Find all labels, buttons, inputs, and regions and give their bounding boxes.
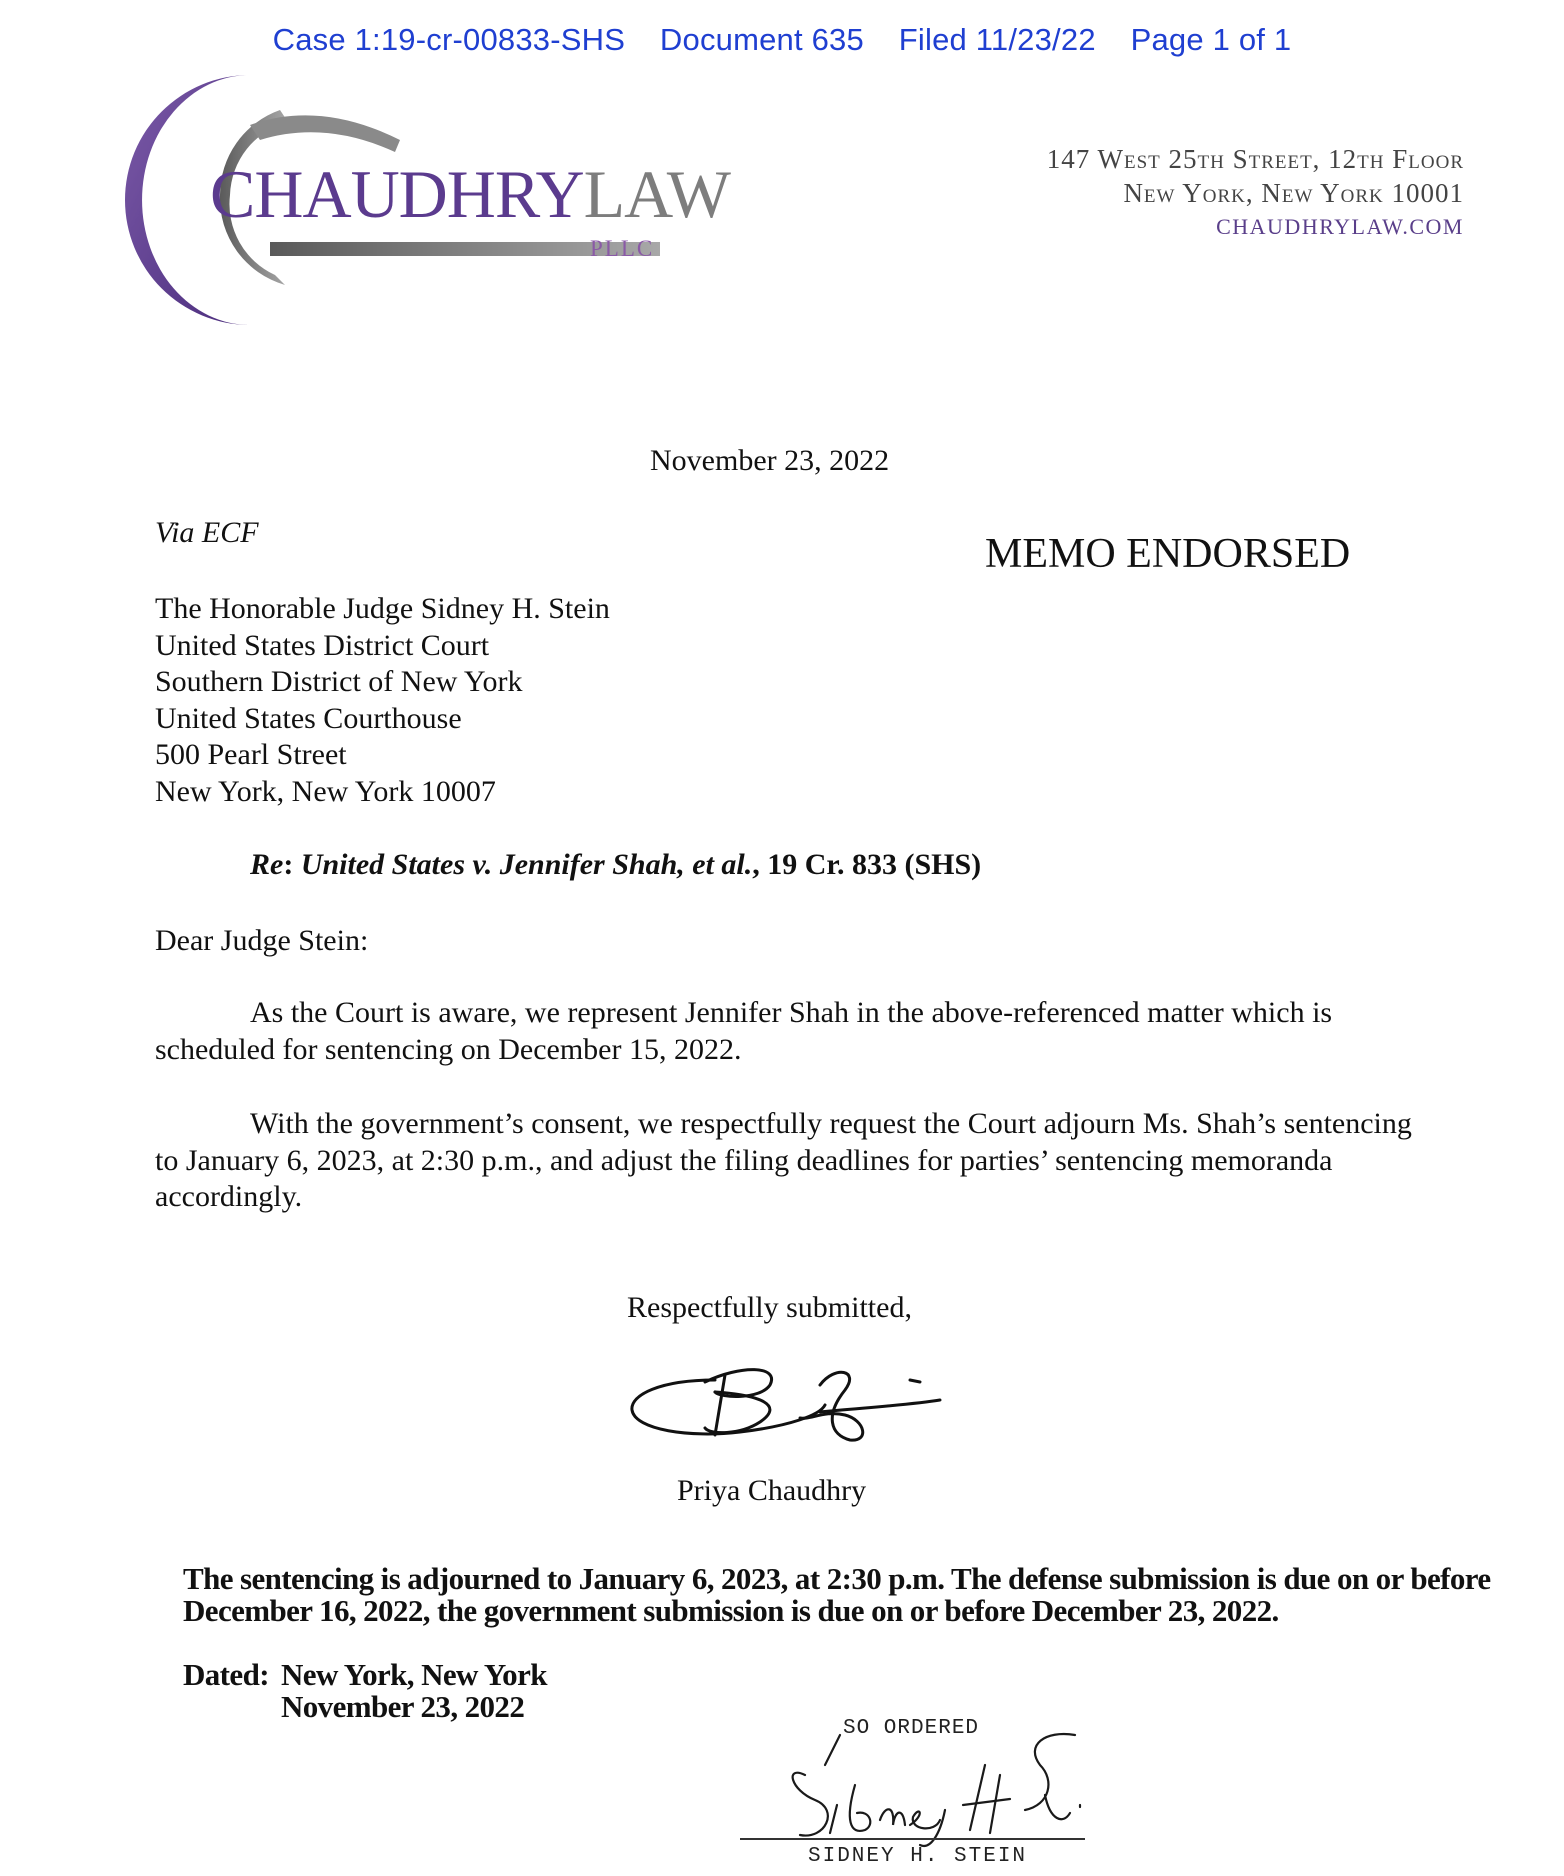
firm-name-primary: CHAUDHRY (210, 156, 584, 232)
document-number: Document 635 (659, 22, 864, 57)
dated-label: Dated: (183, 1657, 269, 1692)
page-indicator: Page 1 of 1 (1130, 22, 1292, 57)
judge-signature-line (740, 1838, 1085, 1840)
address-line-2: New York, New York 10001 (1123, 178, 1464, 208)
recipient-address (155, 591, 610, 810)
so-ordered-stamp: SO ORDERED (843, 1717, 980, 1740)
re-case-number: , 19 Cr. 833 (SHS) (752, 848, 982, 881)
dated-place: New York, New York (281, 1657, 547, 1692)
closing: Respectfully submitted, (627, 1291, 912, 1324)
paragraph-2-text: With the government’s consent, we respectfully request the Court adjourn Ms. Shah’s sentencing to January 6, 2023, at 2:30 p.m., and adjust the filing deadlines for parties’ sentencing memoranda accordingly. (155, 1107, 1412, 1213)
recipient-line: New York, New York 10007 (155, 774, 496, 808)
endorsement-order-text: The sentencing is adjourned to January 6, 2023, at 2:30 p.m. The defense submission is due on or before December 16, 2022, the government submission is due on or before December 23, 2022. (183, 1561, 1491, 1628)
swoosh-top-shape (250, 115, 400, 152)
judge-signature (745, 1725, 1090, 1855)
delivery-method: Via ECF (155, 516, 259, 549)
filed-date: Filed 11/23/22 (898, 22, 1096, 57)
firm-name (210, 156, 730, 232)
recipient-line: The Honorable Judge Sidney H. Stein (155, 592, 610, 625)
letter-date: November 23, 2022 (650, 444, 890, 477)
endorsement-dated-block (183, 1659, 547, 1723)
re-case-caption: United States v. Jennifer Shah, et al. (300, 848, 753, 881)
firm-suffix: PLLC (590, 236, 655, 261)
re-label: Re (250, 848, 284, 881)
memo-endorsed-stamp: MEMO ENDORSED (985, 531, 1351, 577)
firm-website: CHAUDHRYLAW.COM (1216, 214, 1464, 239)
address-line-1: 147 West 25th Street, 12th Floor (1046, 144, 1464, 174)
recipient-line: United States District Court (155, 628, 490, 662)
re-line: Re: United States v. Jennifer Shah, et al., 19 Cr. 833 (SHS) (250, 848, 982, 881)
judge-name: SIDNEY H. STEIN (808, 1845, 1028, 1868)
firm-name-secondary: LAW (583, 156, 730, 232)
recipient-line: Southern District of New York (155, 665, 523, 698)
paragraph-2 (155, 1106, 1415, 1216)
salutation: Dear Judge Stein: (155, 924, 369, 957)
signer-name: Priya Chaudhry (677, 1474, 867, 1507)
attorney-signature (620, 1340, 950, 1460)
recipient-line: 500 Pearl Street (155, 738, 347, 771)
case-number: Case 1:19-cr-00833-SHS (272, 22, 626, 57)
dated-date: November 23, 2022 (281, 1689, 525, 1724)
paragraph-1-text: As the Court is aware, we represent Jennifer Shah in the above-referenced matter which is scheduled for sentencing on December 15, 2022. (155, 996, 1333, 1066)
recipient-line: United States Courthouse (155, 701, 462, 735)
ecf-filing-header (0, 22, 1564, 58)
letterhead-address (1047, 142, 1464, 244)
paragraph-1 (155, 995, 1415, 1068)
